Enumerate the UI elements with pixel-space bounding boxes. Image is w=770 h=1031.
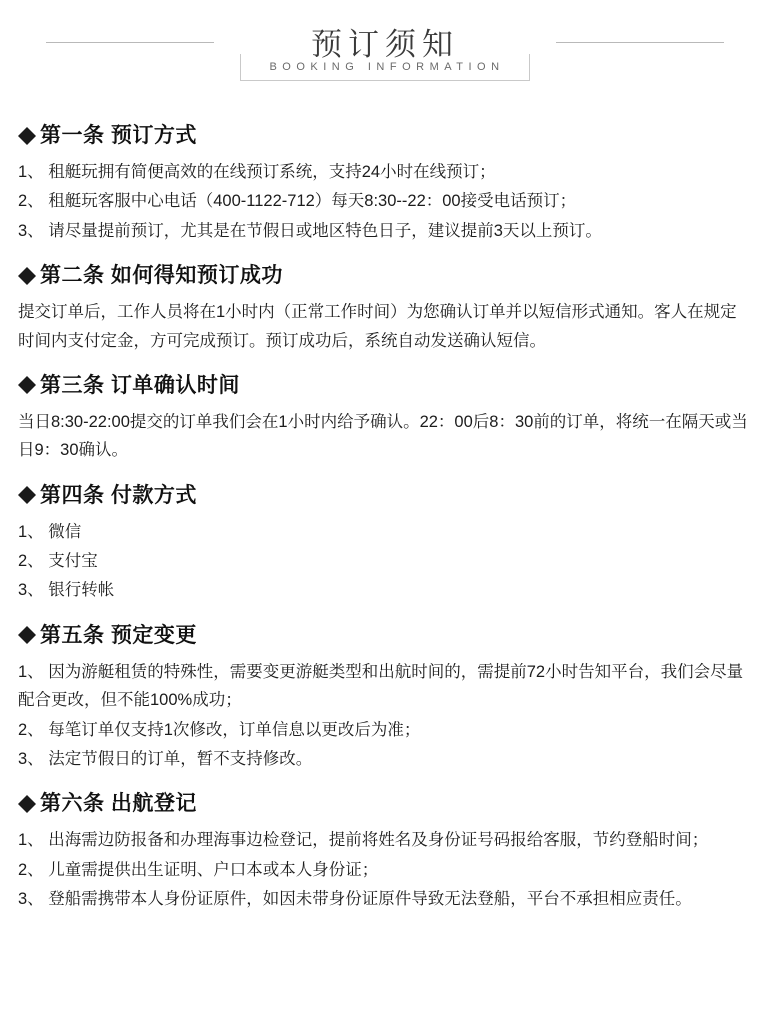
- list-item: 3、 法定节假日的订单，暂不支持修改。: [18, 749, 313, 768]
- section: [14, 265, 756, 355]
- list-item: 2、 租艇玩客服中心电话（400-1122-712）每天8:30--22：00接受电话预订；: [18, 192, 577, 211]
- diamond-bullet-icon: [18, 367, 36, 385]
- section: [14, 125, 756, 245]
- section: [14, 793, 756, 913]
- section-heading-text: 第二条 如何得知预订成功: [40, 264, 283, 288]
- sections-container: [14, 125, 756, 913]
- list-item: 2、 支付宝: [18, 552, 98, 571]
- list-item: 1、 微信: [18, 522, 82, 541]
- header-subtitle-box: [240, 54, 529, 81]
- section-list: [18, 826, 752, 913]
- section-heading: [18, 375, 752, 396]
- section-heading: [18, 265, 752, 286]
- page-title: 预订须知: [310, 27, 459, 62]
- section-heading-text: 第五条 预定变更: [40, 623, 197, 647]
- section-heading-text: 第四条 付款方式: [40, 483, 197, 507]
- section-heading-text: 第三条 订单确认时间: [40, 373, 240, 397]
- list-item: 3、 银行转帐: [18, 581, 115, 600]
- section-heading-text: 第六条 出航登记: [40, 792, 197, 816]
- page-subtitle: BOOKING INFORMATION: [269, 61, 505, 74]
- diamond-bullet-icon: [18, 118, 36, 136]
- list-item: 3、 登船需携带本人身份证原件，如因未带身份证原件导致无法登船，平台不承担相应责任。: [18, 890, 692, 909]
- section-heading: [18, 125, 752, 146]
- document-header: [14, 18, 756, 105]
- list-item: 1、 租艇玩拥有简便高效的在线预订系统，支持24小时在线预订；: [18, 163, 496, 182]
- diamond-bullet-icon: [18, 617, 36, 635]
- section-heading: [18, 485, 752, 506]
- diamond-bullet-icon: [18, 477, 36, 495]
- section-heading: [18, 793, 752, 814]
- section-list: [18, 518, 752, 605]
- section: [14, 625, 756, 774]
- diamond-bullet-icon: [18, 786, 36, 804]
- section-list: [18, 658, 752, 774]
- list-item: 3、 请尽量提前预订，尤其是在节假日或地区特色日子，建议提前3天以上预订。: [18, 221, 602, 240]
- section: [14, 375, 756, 465]
- section: [14, 485, 756, 605]
- list-item: 2、 儿童需提供出生证明、户口本或本人身份证；: [18, 860, 379, 879]
- section-heading-text: 第一条 预订方式: [40, 124, 197, 148]
- section-paragraph: 当日8:30-22:00提交的订单我们会在1小时内给予确认。22：00后8：30前的订单，将统一在隔天或当日9：30确认。: [18, 412, 748, 460]
- list-item: 1、 出海需边防报备和办理海事边检登记，提前将姓名及身份证号码报给客服，节约登船时间；: [18, 831, 709, 850]
- section-heading: [18, 625, 752, 646]
- list-item: 1、 因为游艇租赁的特殊性，需要变更游艇类型和出航时间的，需提前72小时告知平台，我们会尽量配合更改，但不能100%成功；: [18, 662, 744, 710]
- section-list: [18, 158, 752, 245]
- section-paragraph: 提交订单后，工作人员将在1小时内（正常工作时间）为您确认订单并以短信形式通知。客人在规定时间内支付定金，方可完成预订。预订成功后，系统自动发送确认短信。: [18, 303, 737, 350]
- header-frame: [196, 20, 573, 95]
- list-item: 2、 每笔订单仅支持1次修改，订单信息以更改后为准；: [18, 720, 421, 739]
- diamond-bullet-icon: [18, 258, 36, 276]
